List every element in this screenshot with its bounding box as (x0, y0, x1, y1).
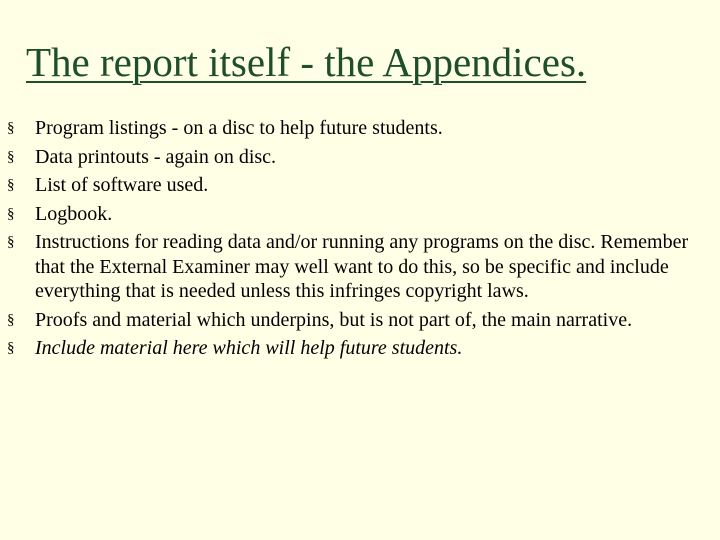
bullet-text: Include material here which will help future students. (35, 337, 463, 359)
bullet-item (0, 202, 720, 227)
bullet-marker-icon: § (7, 340, 15, 356)
bullet-marker-icon: § (7, 120, 15, 136)
bullet-marker-icon: § (7, 148, 15, 165)
bullet-item (0, 230, 720, 304)
bullet-text: Logbook. (35, 202, 113, 225)
bullet-text: Proofs and material which underpins, but is not part of, the main narrative. (35, 308, 633, 331)
bullet-text: Instructions for reading data and/or running any programs on the disc. Remember that the External Examiner may well want to do this, so be specific and include everything that is needed unless this infringes copyright laws. (35, 231, 689, 302)
bullet-text: List of software used. (35, 174, 209, 196)
bullet-item (0, 336, 720, 361)
bullet-text: Program listings - on a disc to help future students. (35, 117, 443, 139)
bullet-item (0, 145, 720, 170)
bullet-marker-icon: § (7, 177, 15, 193)
bullet-marker-icon: § (7, 205, 15, 222)
slide-title: The report itself - the Appendices. (26, 39, 587, 85)
bullet-item (0, 308, 720, 333)
bullet-text: Data printouts - again on disc. (35, 145, 277, 168)
bullet-list (0, 116, 720, 365)
bullet-marker-icon: § (7, 234, 15, 250)
bullet-item (0, 173, 720, 198)
bullet-item (0, 116, 720, 141)
bullet-marker-icon: § (7, 311, 15, 328)
